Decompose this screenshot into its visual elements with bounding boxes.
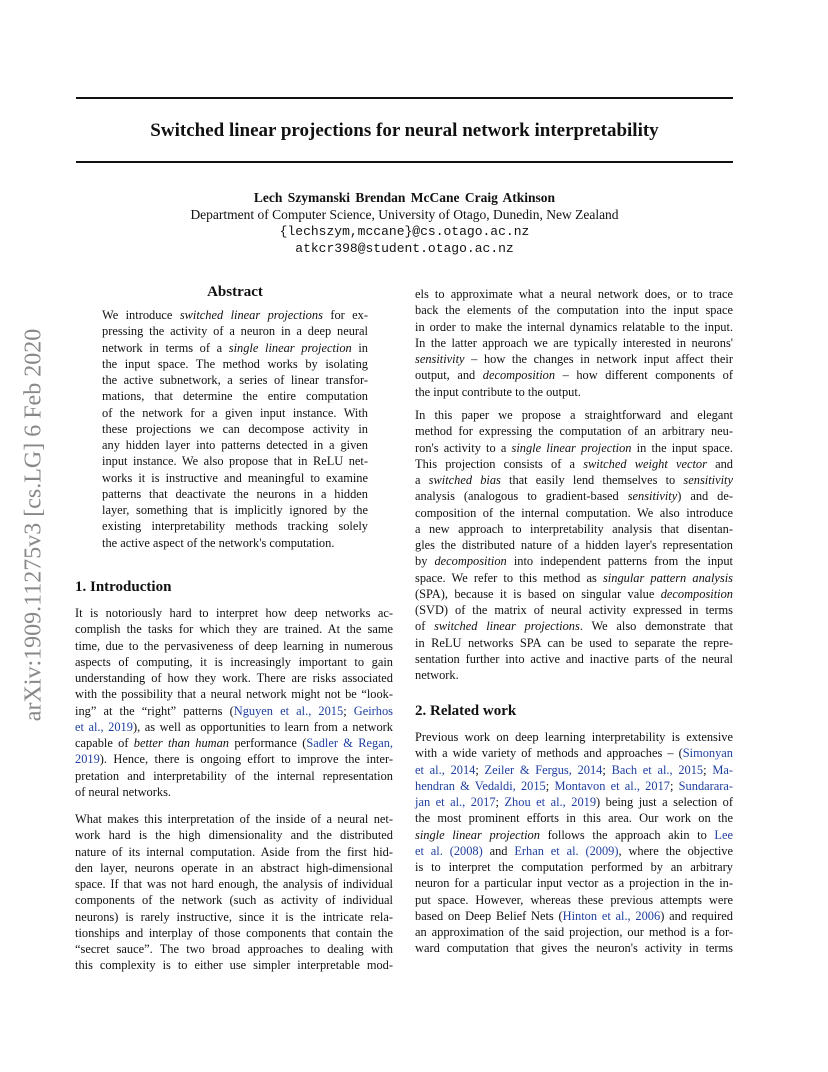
text-line: sentation further into active and inactive parts of the neural <box>415 651 733 666</box>
text-line: “secret sauce”. The two broad approaches to dealing with <box>75 942 393 956</box>
introduction-paragraph <box>415 286 733 400</box>
text-line: a switched bias that easily lend themselves to sensitivity <box>415 473 733 487</box>
abstract-heading: Abstract <box>207 284 263 300</box>
affiliation: Department of Computer Science, University of Otago, Dunedin, New Zealand <box>190 207 619 222</box>
text-line: of neural networks. <box>75 784 171 799</box>
text-line: the input contribute to the output. <box>415 384 581 399</box>
text-line: a new approach to interpretability analysis that disentan- <box>415 521 733 536</box>
text-line: the active aspect of the network's computation. <box>102 535 335 550</box>
introduction-paragraph <box>415 407 733 683</box>
text-line: in ReLU networks SPA can be used to separate the repre- <box>415 635 733 650</box>
text-line: with a wide variety of methods and approaches – (Simonyan <box>415 746 733 761</box>
related-work-paragraph <box>415 729 733 957</box>
text-line: et al., 2014; Zeiler & Fergus, 2014; Bach et al., 2015; Ma- <box>415 762 733 777</box>
text-line: of the network for a given input instance. With <box>102 405 368 420</box>
text-line: (SVD) of the matrix of neural activity expressed in terms <box>415 603 733 617</box>
text-line: ward computation that gives the neuron's activity in terms <box>415 941 733 956</box>
text-line: space. If that was not hard enough, the analysis of individual <box>75 877 393 891</box>
text-line: jan et al., 2017; Zhou et al., 2019) being just a selection of <box>415 795 733 809</box>
text-line: components of the network (such as activity of individual <box>75 893 393 908</box>
arxiv-sidebar <box>16 290 52 760</box>
text-line: aspects of computing, it is increasingly important to gain <box>75 654 393 669</box>
text-line: ron's activity to a single linear projection in the input space. <box>415 440 733 455</box>
abstract-body <box>102 307 368 551</box>
text-line: In this paper we propose a straightforward and elegant <box>415 408 733 422</box>
top-rule <box>76 97 733 99</box>
text-line: based on Deep Belief Nets (Hinton et al., 2006) and required <box>415 908 733 923</box>
text-line: nature of its internal computation. Aside from the first hid- <box>75 844 393 859</box>
text-line: network. <box>415 668 459 682</box>
text-line: an approximation of the said projection, our method is a for- <box>415 925 733 939</box>
title-bottom-rule <box>76 161 733 163</box>
text-line: What makes this interpretation of the inside of a neural net- <box>75 812 393 826</box>
text-line: pressing the activity of a neuron in a deep neural <box>102 324 368 339</box>
text-line: analysis (analogous to gradient-based sensitivity) and de- <box>415 489 733 504</box>
introduction-paragraph <box>75 811 393 974</box>
text-line: the input space. The method works by isolating <box>102 356 368 371</box>
text-line: It is notoriously hard to interpret how deep networks ac- <box>75 606 393 620</box>
text-line: mations, that determine the entire computation <box>102 389 368 404</box>
text-line: 2019). Hence, there is ongoing effort to improve the inter- <box>75 752 393 767</box>
text-line: complish the tasks for which they are trained. At the same <box>75 622 393 637</box>
text-line: et al. (2008) and Erhan et al. (2009), where the objective <box>415 843 733 858</box>
text-line: capable of better than human performance (Sadler & Regan, <box>75 736 393 750</box>
text-line: single linear projection follows the approach akin to Lee <box>415 827 733 842</box>
text-line: ing” at the “right” patterns (Nguyen et al., 2015; Geirhos <box>75 703 393 718</box>
author-email-2[interactable]: atkcr398@student.otago.ac.nz <box>295 241 514 256</box>
text-line: of switched linear projections. We also demonstrate that <box>415 619 733 634</box>
text-line: tionships and interplay of those components that contain the <box>75 925 393 940</box>
text-line: et al., 2019), as well as opportunities to learn from a network <box>75 719 393 734</box>
text-line: works it is instructive and meaningful to examine <box>102 470 368 485</box>
text-line: Previous work on deep learning interpretability is extensive <box>415 730 733 744</box>
author-email-1[interactable]: {lechszym,mccane}@cs.otago.ac.nz <box>279 224 530 239</box>
related-work-heading: 2. Related work <box>415 703 517 719</box>
text-line: output, and decomposition – how different components of <box>415 368 733 383</box>
text-line: This projection consists of a switched weight vector and <box>415 456 733 471</box>
text-line: layer, something that is implicitly ignored by the <box>102 503 368 517</box>
text-line: any hidden layer into patterns detected in a given <box>102 438 368 452</box>
text-line: this complexity is to either use simpler interpretable mod- <box>75 958 393 973</box>
text-line: the active subnetwork, a series of linear transfor- <box>102 373 368 387</box>
text-line: time, due to the pervasiveness of deep learning in numerous <box>75 638 393 653</box>
text-line: (SPA), because it is based on singular value decomposition <box>415 586 733 601</box>
text-line: work hard is the high dimensionality and the distributed <box>75 828 393 843</box>
paper-title: Switched linear projections for neural network interpretability <box>150 120 659 141</box>
introduction-heading: 1. Introduction <box>75 579 172 595</box>
text-line: is to interpret the computation performed by an arbitrary <box>415 860 733 874</box>
text-line: with the possibility that a neural network might not be “look- <box>75 687 393 702</box>
text-line: hendran & Vedaldi, 2015; Montavon et al., 2017; Sundarara- <box>415 778 734 793</box>
text-line: composition of the internal computation. We also introduce <box>415 505 733 520</box>
text-line: den layer, neurons operate in an abstract high-dimensional <box>75 860 393 875</box>
text-line: space. We refer to this method as singular pattern analysis <box>415 570 733 585</box>
arxiv-identifier: arXiv:1909.11275v3 [cs.LG] 6 Feb 2020 <box>20 328 47 722</box>
text-line: back the elements of the computation into the input space <box>415 303 733 318</box>
text-line: by decomposition into independent patterns from the input <box>415 554 733 569</box>
text-line: els to approximate what a neural network does, or to trace <box>415 287 733 301</box>
text-line: input instance. We also propose that in ReLU net- <box>102 454 368 469</box>
text-line: We introduce switched linear projections for ex- <box>102 308 368 322</box>
text-line: in order to make the internal dynamics relatable to the input. <box>415 319 733 334</box>
text-line: method for expressing the computation of an arbitrary neu- <box>415 424 733 439</box>
text-line: these projections we can decompose activity in <box>102 421 368 436</box>
text-line: neuron for a particular input vector as a projection in the in- <box>415 876 733 891</box>
text-line: pretation and interpretability of the internal representation <box>75 768 393 783</box>
text-line: understanding of how they work. There are risks associated <box>75 671 393 685</box>
text-line: gles the distributed nature of a hidden layer's representation <box>415 538 733 552</box>
text-line: patterns that deactivate the neurons in a hidden <box>102 486 368 501</box>
text-line: the most prominent efforts in this area. Our work on the <box>415 811 733 826</box>
text-line: sensitivity – how the changes in network input affect their <box>415 352 733 366</box>
text-line: In the latter approach we are typically interested in neurons' <box>415 335 733 350</box>
text-line: existing interpretability methods tracking solely <box>102 519 368 534</box>
text-line: put space. However, whereas these previous attempts were <box>415 892 733 907</box>
text-line: network in terms of a single linear projection in <box>102 340 368 355</box>
introduction-paragraph <box>75 605 393 800</box>
text-line: neurons) is rarely instructive, since it is the intricate rela- <box>75 909 393 924</box>
author-list: Lech Szymanski Brendan McCane Craig Atkinson <box>253 190 556 205</box>
